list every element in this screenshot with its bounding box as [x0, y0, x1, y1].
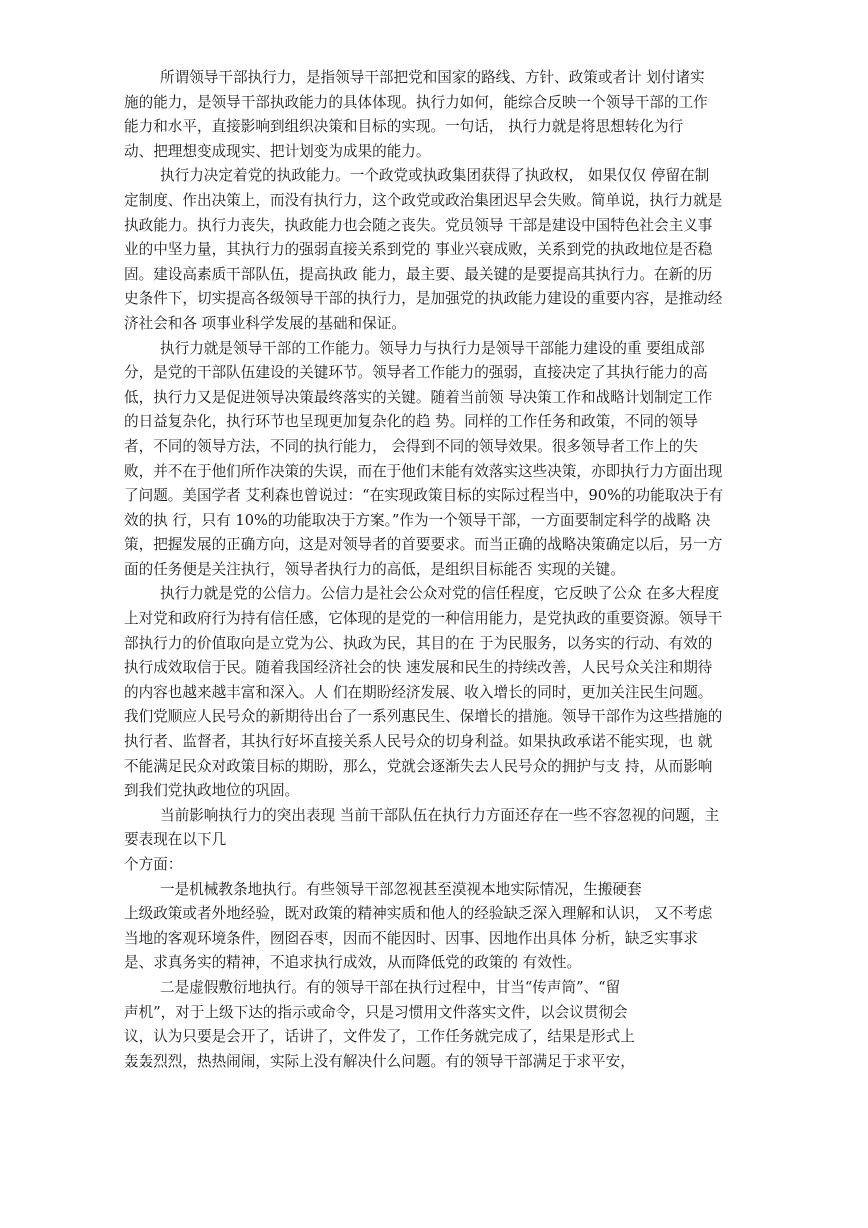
text-line: 所谓领导干部执行力，是指领导干部把党和国家的路线、方针、政策或者计 划付诸实 [160, 69, 705, 86]
text-line: 面的任务便是关注执行，领导者执行力的高低，是组织目标能否 实现的关键。 [124, 560, 625, 578]
text-line: 执行成效取信于民。随着我国经济社会的快 速发展和民生的持续改善，人民号众关注和期待 [124, 659, 713, 677]
text-line: 败，并不在于他们所作决策的失误，而在于他们未能有效落实这些决策，亦即执行力方面出现 [124, 462, 723, 480]
para-credibility [124, 582, 746, 803]
text-line: 上级政策或者外地经验，既对政策的精神实质和他人的经验缺乏深入理解和认识， 又不考虑 [124, 905, 713, 923]
document-page [124, 66, 746, 1074]
text-line: 我们党顺应人民号众的新期待出台了一系列惠民生、保增长的措施。领导干部作为这些措施的 [124, 708, 723, 726]
text-line: 执行力就是领导干部的工作能力。领导力与执行力是领导干部能力建设的重 要组成部 [160, 339, 705, 357]
text-line: 执行力决定着党的执政能力。一个政党或执政集团获得了执政权， 如果仅仅 停留在制 [160, 167, 710, 185]
text-line: 二是虚假敷衍地执行。有的领导干部在执行过程中，甘当“传声筒”、“留 [160, 978, 621, 996]
para-current-problems [124, 804, 746, 853]
text-line: 部执行力的价值取向是立党为公、执政为民，其目的在 于为民服务，以务实的行动、有效的 [124, 634, 713, 652]
para-perfunctory [124, 976, 746, 1074]
text-line: 效的执 行，只有 10%的功能取决于方案。”作为一个领导干部，一方面要制定科学的战略 决 [124, 511, 711, 529]
text-line: 者，不同的领导方法，不同的执行能力， 会得到不同的领导效果。很多领导者工作上的失 [124, 437, 698, 455]
text-line: 议，认为只要是会开了，话讲了，文件发了，工作任务就完成了，结果是形式上 [124, 1028, 635, 1046]
text-line: 当前影响执行力的突出表现 当前干部队伍在执行力方面还存在一些不容忽视的问题，主 [160, 806, 720, 824]
text-line: 业的中坚力量，其执行力的强弱直接关系到党的 事业兴衰成败，关系到党的执政地位是否稳 [124, 241, 713, 259]
text-line: 分，是党的干部队伍建设的关键环节。领导者工作能力的强弱，直接决定了其执行能力的高 [124, 364, 708, 382]
text-line: 个方面： [124, 856, 183, 873]
text-line: 是、求真务实的精神，不追求执行成效，从而降低党的政策的 有效性。 [124, 954, 582, 972]
text-line: 定制度、作出决策上，而没有执行力，这个政党或政治集团迟早会失败。简单说，执行力就是 [124, 191, 723, 209]
text-line: 当地的客观环境条件，囫囵吞枣，因而不能因时、因事、因地作出具体 分析，缺乏实事求 [124, 929, 698, 947]
para-aspects [124, 853, 746, 878]
text-line: 声机”，对于上级下达的指示或命令，只是习惯用文件落实文件，以会议贯彻会 [124, 1003, 628, 1021]
para-working-ability [124, 337, 746, 583]
text-line: 济社会和各 项事业科学发展的基础和保证。 [124, 314, 406, 332]
text-line: 一是机械教条地执行。有些领导干部忽视甚至漠视本地实际情况，生搬硬套 [160, 880, 642, 898]
text-line: 的日益复杂化，执行环节也呈现更加复杂化的趋 势。同样的工作任务和政策，不同的领导 [124, 413, 698, 431]
text-line: 固。建设高素质干部队伍，提高执政 能力，最主要、最关键的是要提高其执行力。在新的历 [124, 265, 713, 283]
para-governing-capacity [124, 164, 746, 336]
text-line: 上对党和政府行为持有信任感，它体现的是党的一种信用能力，是党执政的重要资源。领导干 [124, 610, 723, 628]
text-line: 执行者、监督者，其执行好坏直接关系人民号众的切身利益。如果执政承诺不能实现，也 就 [124, 733, 713, 751]
text-line: 到我们党执政地位的巩固。 [124, 782, 300, 800]
text-line: 施的能力，是领导干部执政能力的具体体现。执行力如何，能综合反映一个领导干部的工作 [124, 93, 708, 111]
text-line: 不能满足民众对政策目标的期盼，那么，党就会逐渐失去人民号众的拥护与支 持，从而影响 [124, 757, 713, 775]
para-definition [124, 66, 746, 164]
text-line: 能力和水平，直接影响到组织决策和目标的实现。一句话， 执行力就是将思想转化为行 [124, 118, 684, 136]
text-line: 策，把握发展的正确方向，这是对领导者的首要要求。而当正确的战略决策确定以后，另一方 [124, 536, 723, 554]
text-line: 了问题。美国学者 艾利森也曾说过：“在实现政策目标的实际过程当中，90%的功能取决于有 [124, 487, 724, 505]
text-line: 史条件下，切实提高各级领导干部的执行力，是加强党的执政能力建设的重要内容，是推动经 [124, 290, 723, 308]
text-line: 执行力就是党的公信力。公信力是社会公众对党的信任程度，它反映了公众 在多大程度 [160, 585, 720, 603]
text-line: 动、把理想变成现实、把计划变为成果的能力。 [124, 142, 431, 160]
text-line: 低，执行力又是促进领导决策最终落实的关键。随着当前领 导决策工作和战略计划制定工作 [124, 388, 713, 406]
para-mechanical [124, 878, 746, 976]
text-line: 执政能力。执行力丧失，执政能力也会随之丧失。党员领导 干部是建设中国特色社会主义事 [124, 216, 713, 234]
text-line: 要表现在以下几 [124, 831, 227, 849]
text-line: 轰轰烈烈，热热闹闹，实际上没有解决什么问题。有的领导干部满足于求平安， [124, 1052, 635, 1070]
text-line: 的内容也越来越丰富和深入。人 们在期盼经济发展、收入增长的同时，更加关注民生问题。 [124, 683, 713, 701]
